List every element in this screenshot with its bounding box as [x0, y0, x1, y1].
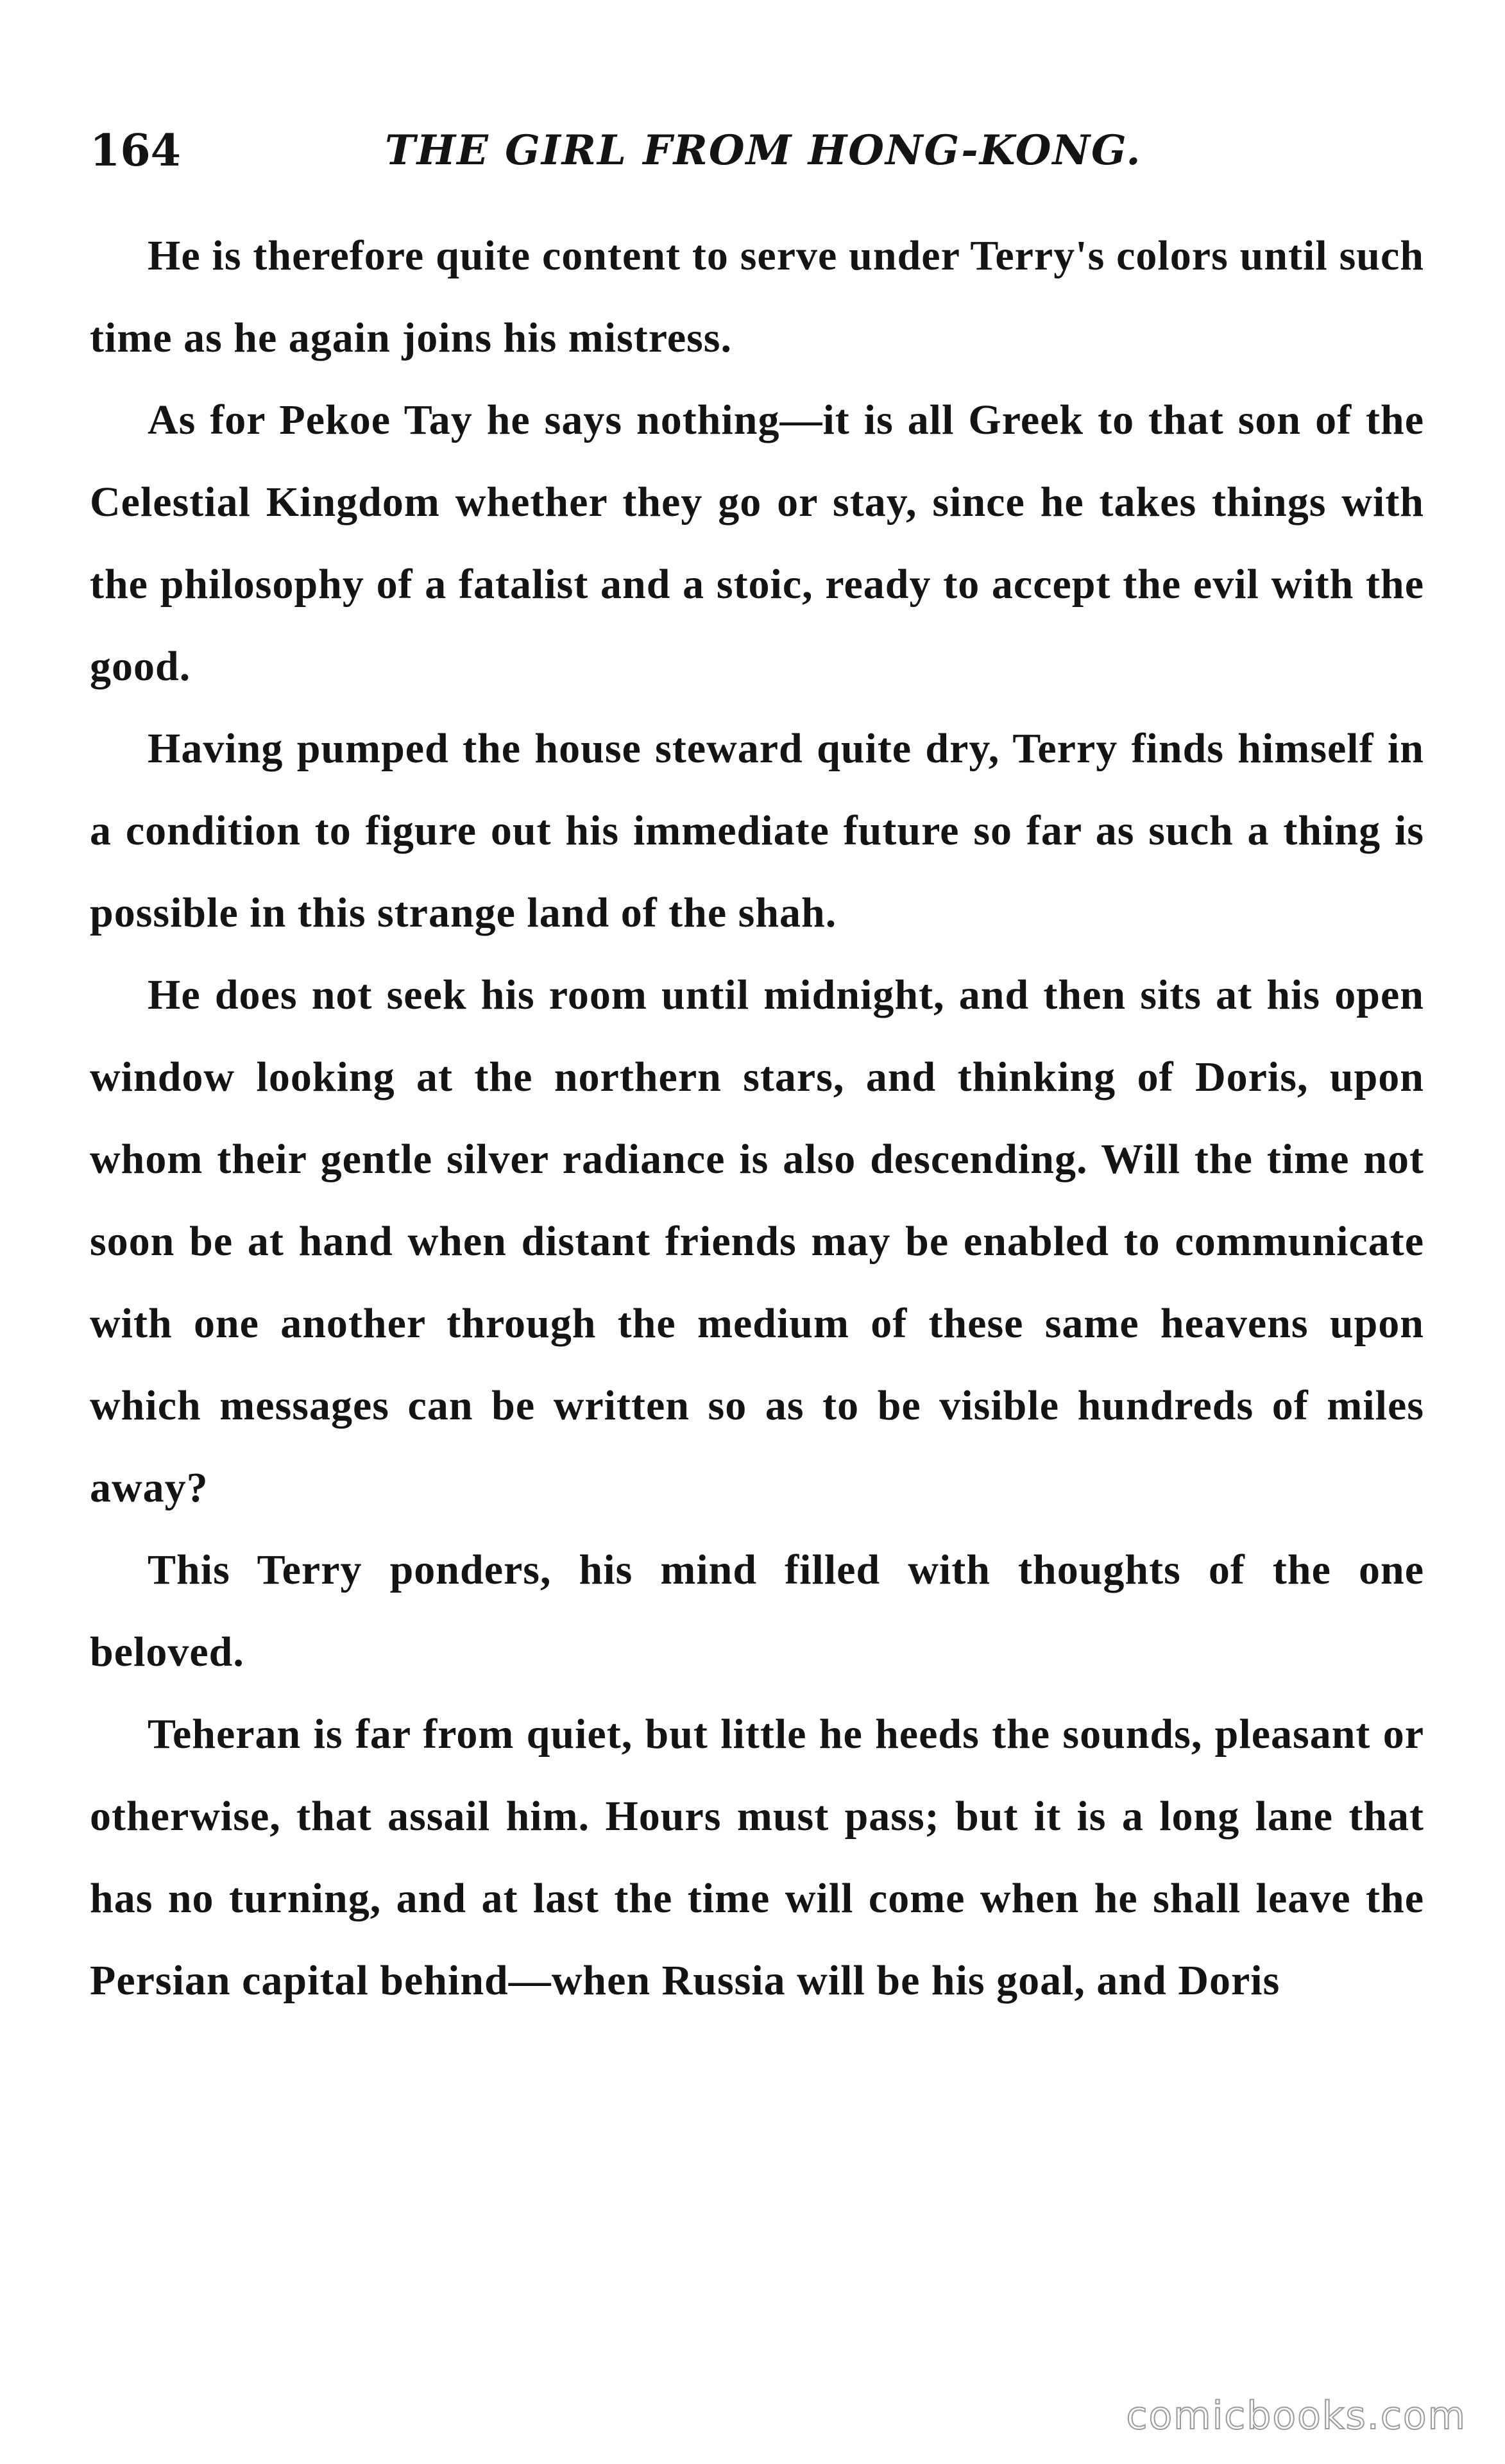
paragraph: Having pumped the house steward quite dry, Terry finds himself in a condition to figure out his immediate future so far as such a thing is possible in this strange land of the shah.: [90, 725, 1424, 936]
watermark: comicbooks.com: [1126, 2393, 1467, 2438]
paragraph: Teheran is far from quiet, but little he heeds the sounds, pleasant or otherwise, that assail him. Hours must pass; but it is a long lane that has no turning, and at last the time will come when he shall leave the Persian capital behind—when Russia will be his goal, and Doris: [90, 1711, 1424, 2004]
page-header: [90, 122, 1424, 180]
paragraph: As for Pekoe Tay he says nothing—it is all Greek to that son of the Celestial Kingdom whether they go or stay, since he takes things with the philosophy of a fatalist and a stoic, ready to accept the evil with the good.: [90, 397, 1424, 690]
paragraph: He does not seek his room until midnight, and then sits at his open window looking at the northern stars, and thinking of Doris, upon whom their gentle silver radiance is also descending. Will the time not soon be at hand when distant friends may be enabled to communicate with one another through the medium of these same heavens upon which messages can be written so as to be visible hundreds of miles away?: [90, 971, 1424, 1511]
body-text: [90, 215, 1424, 2022]
running-title: THE GIRL FROM HONG-KONG.: [385, 126, 1142, 175]
page-number: 164: [90, 125, 181, 176]
paragraph: He is therefore quite content to serve under Terry's colors until such time as he again joins his mistress.: [90, 232, 1424, 361]
paragraph: This Terry ponders, his mind filled with thoughts of the one beloved.: [90, 1546, 1424, 1675]
